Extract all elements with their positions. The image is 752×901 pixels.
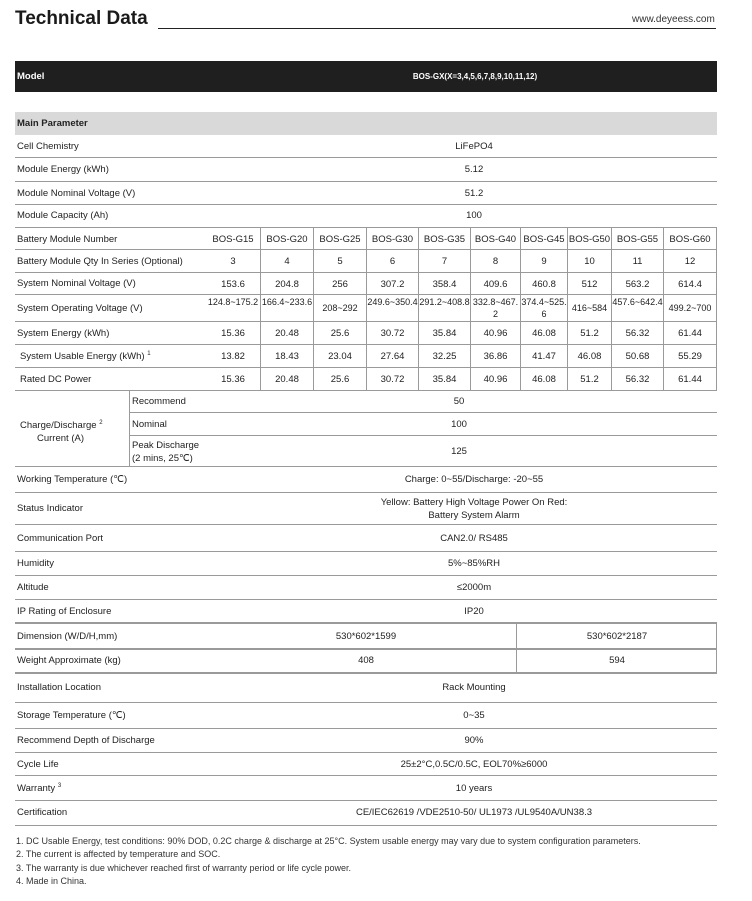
model-value-cell: BOS-G25 xyxy=(319,234,361,245)
model-value-cell: 56.32 xyxy=(625,328,650,339)
model-value-cell: 46.08 xyxy=(532,374,556,385)
model-value: BOS-GX(X=3,4,5,6,7,8,9,10,11,12) xyxy=(412,72,538,81)
table-row xyxy=(15,525,717,552)
table-row xyxy=(15,576,717,600)
model-value-cell: 36.86 xyxy=(483,351,508,362)
model-value-cell: 55.29 xyxy=(678,351,702,362)
model-label: Model xyxy=(17,71,45,82)
model-value-cell: BOS-G30 xyxy=(371,234,414,245)
model-value-cell: 4 xyxy=(284,256,290,267)
charge-discharge-label-line2: Current (A) xyxy=(37,433,84,445)
model-value-cell: 332.8~467.2 xyxy=(472,297,519,319)
model-value-cell: 18.43 xyxy=(275,351,299,362)
model-value-cell: 374.4~525.6 xyxy=(521,297,567,319)
column-divider xyxy=(418,228,419,390)
model-value-cell: 9 xyxy=(541,256,547,267)
model-value-cell: 153.6 xyxy=(221,279,245,290)
row-label-line1: Peak Discharge xyxy=(132,440,200,451)
model-value-cell: 15.36 xyxy=(221,328,245,339)
table-row xyxy=(130,413,717,436)
model-value-cell: 6 xyxy=(389,256,396,267)
column-divider xyxy=(663,228,664,390)
model-value-cell: 20.48 xyxy=(275,328,299,339)
model-value-cell: 457.6~642.4 xyxy=(612,297,663,307)
model-value-cell: 7 xyxy=(441,256,448,267)
table-row xyxy=(15,552,717,576)
row-label: Module Energy (kWh) xyxy=(17,164,109,175)
model-value-cell: 204.8 xyxy=(275,279,299,290)
row-value: Charge: 0~55/Discharge: -20~55 xyxy=(404,474,544,485)
table-row xyxy=(15,703,717,729)
row-label: Humidity xyxy=(17,558,54,569)
table-row xyxy=(15,135,717,158)
row-value: 125 xyxy=(451,446,467,457)
column-divider xyxy=(567,228,568,390)
model-value-cell: 11 xyxy=(632,256,643,267)
column-divider xyxy=(470,228,471,390)
model-value-cell: 358.4 xyxy=(432,279,457,290)
row-label: Weight Approximate (kg) xyxy=(17,655,121,666)
model-value-cell: 35.84 xyxy=(432,374,457,385)
column-divider xyxy=(366,228,367,390)
row-label: Module Capacity (Ah) xyxy=(17,210,109,221)
model-value-cell: 25.6 xyxy=(330,374,350,385)
row-value: 90% xyxy=(464,735,484,746)
charge-discharge-label xyxy=(20,417,103,445)
model-value-cell: BOS-G15 xyxy=(212,234,254,245)
table-row xyxy=(15,205,717,228)
model-value-cell: 416~584 xyxy=(571,303,608,313)
footnote-mark: 3 xyxy=(57,783,62,789)
model-value-cell: 30.72 xyxy=(380,328,405,339)
model-value-cell: 40.96 xyxy=(483,374,508,385)
footnote: 1. DC Usable Energy, test conditions: 90% DOD, 0.2C charge & discharge at 25°C. System usable energy may vary due to system configuration parameters. xyxy=(16,836,641,846)
model-value-cell: 5 xyxy=(337,256,343,267)
row-value: CE/IEC62619 /VDE2510-50/ UL1973 /UL9540A/UN38.3 xyxy=(355,807,593,818)
charge-discharge-label-line1: Charge/Discharge xyxy=(20,420,97,432)
footnote: 2. The current is affected by temperature and SOC. xyxy=(16,849,221,859)
table-row xyxy=(130,390,717,413)
page-title: Technical Data xyxy=(15,8,148,29)
model-value-cell: 124.8~175.2 xyxy=(207,297,259,307)
model-value-cell: 3 xyxy=(230,256,236,267)
row-value: 25±2°C,0.5C/0.5C, EOL70%≥6000 xyxy=(400,759,548,770)
divider xyxy=(516,624,517,673)
row-label: Altitude xyxy=(17,582,49,593)
footnote-mark: 2 xyxy=(99,420,103,426)
model-value-cell: 20.48 xyxy=(275,374,299,385)
model-value-cell: 46.08 xyxy=(532,328,556,339)
table-row xyxy=(15,650,717,674)
row-value-right: 530*602*2187 xyxy=(586,631,648,642)
model-value-cell: 166.4~233.6 xyxy=(261,297,313,307)
model-value-cell: BOS-G60 xyxy=(669,234,711,245)
model-value-cell: 13.82 xyxy=(221,351,245,362)
row-label: IP Rating of Enclosure xyxy=(17,606,112,617)
main-parameter-label: Main Parameter xyxy=(17,118,88,129)
main-parameter-header xyxy=(15,112,717,135)
row-value-left: 408 xyxy=(358,655,374,666)
table-row xyxy=(15,624,717,650)
row-value: 5.12 xyxy=(464,164,484,175)
row-label: Dimension (W/D/H,mm) xyxy=(17,631,118,642)
row-label-text: Warranty xyxy=(17,783,56,795)
row-value: 100 xyxy=(466,210,482,221)
table-row xyxy=(15,493,717,525)
table-row xyxy=(15,753,717,776)
model-value-cell: 10 xyxy=(584,256,595,267)
model-value-cell: 50.68 xyxy=(625,351,650,362)
row-label: Rated DC Power xyxy=(20,374,92,385)
model-value-cell: 291.2~408.8 xyxy=(419,297,470,307)
row-label: Working Temperature (℃) xyxy=(17,474,128,485)
model-value-cell: 256 xyxy=(332,279,348,290)
model-value-cell: 208~292 xyxy=(322,303,358,313)
column-divider xyxy=(260,228,261,390)
row-value: CAN2.0/ RS485 xyxy=(440,533,508,544)
table-row xyxy=(15,776,717,801)
row-value: 0~35 xyxy=(463,710,485,721)
row-label: Storage Temperature (℃) xyxy=(17,710,126,721)
row-label: Module Nominal Voltage (V) xyxy=(17,188,136,199)
divider xyxy=(716,624,717,673)
model-value-cell: 51.2 xyxy=(580,328,599,339)
row-label: Nominal xyxy=(132,419,167,430)
footnote: 3. The warranty is due whichever reached first of warranty period or life cycle power. xyxy=(16,863,351,873)
row-value-line1: Yellow: Battery High Voltage Power On Red: xyxy=(380,497,568,508)
row-value-line2: Battery System Alarm xyxy=(428,510,520,521)
model-value-cell: 15.36 xyxy=(221,374,245,385)
row-value: 50 xyxy=(453,396,465,407)
model-value-cell: BOS-G50 xyxy=(568,234,611,245)
row-label: Cycle Life xyxy=(17,759,59,770)
model-value-cell: BOS-G55 xyxy=(616,234,659,245)
model-value-cell: 25.6 xyxy=(330,328,350,339)
column-divider xyxy=(611,228,612,390)
model-value-cell: 61.44 xyxy=(678,374,702,385)
model-value-cell: 56.32 xyxy=(625,374,650,385)
footnote-mark: 1 xyxy=(147,351,151,357)
model-value-cell: 27.64 xyxy=(380,351,405,362)
model-value-cell: 512 xyxy=(581,279,598,290)
model-value-cell: 460.8 xyxy=(532,279,556,290)
row-value-right: 594 xyxy=(609,655,625,666)
row-label-text: System Usable Energy (kWh) xyxy=(20,351,145,363)
row-value: ≤2000m xyxy=(456,582,492,593)
model-value-cell: BOS-G20 xyxy=(266,234,308,245)
row-value: IP20 xyxy=(464,606,484,617)
row-value: 100 xyxy=(451,419,467,430)
table-row xyxy=(15,600,717,624)
row-label-line2: (2 mins, 25℃) xyxy=(132,453,193,464)
footnote: 4. Made in China. xyxy=(16,876,87,886)
model-value-cell: 46.08 xyxy=(577,351,602,362)
row-label: System Energy (kWh) xyxy=(17,328,110,339)
row-label: Battery Module Qty In Series (Optional) xyxy=(17,256,183,267)
row-label xyxy=(20,351,151,362)
model-value-cell: 563.2 xyxy=(625,279,650,290)
row-label: Recommend Depth of Discharge xyxy=(17,735,155,746)
column-divider xyxy=(313,228,314,390)
model-value-cell: 409.6 xyxy=(483,279,508,290)
row-label: Communication Port xyxy=(17,533,104,544)
row-value-left: 530*602*1599 xyxy=(335,631,397,642)
header-rule xyxy=(158,28,716,29)
table-row xyxy=(15,729,717,753)
model-value-cell: 61.44 xyxy=(678,328,702,339)
model-value-cell: BOS-G45 xyxy=(523,234,565,245)
row-label: Recommend xyxy=(132,396,186,407)
row-label: Status Indicator xyxy=(17,503,84,514)
row-label: Cell Chemistry xyxy=(17,141,79,152)
table-row xyxy=(15,674,717,703)
model-value-cell: 249.6~350.4 xyxy=(367,297,418,307)
row-label: Battery Module Number xyxy=(17,234,118,245)
model-value-cell: 32.25 xyxy=(432,351,457,362)
model-value-cell: 41.47 xyxy=(532,351,556,362)
row-label xyxy=(17,783,61,794)
model-value-cell: BOS-G40 xyxy=(474,234,517,245)
row-value: 10 years xyxy=(455,783,493,794)
model-value-cell: BOS-G35 xyxy=(423,234,466,245)
model-value-cell: 40.96 xyxy=(483,328,508,339)
table-row xyxy=(15,801,717,826)
row-label: Certification xyxy=(17,807,68,818)
model-value-cell: 614.4 xyxy=(678,279,702,290)
row-label: System Operating Voltage (V) xyxy=(17,303,143,314)
model-value-cell: 23.04 xyxy=(328,351,352,362)
model-value-cell: 8 xyxy=(492,256,499,267)
table-row xyxy=(15,182,717,205)
row-value xyxy=(215,496,733,522)
row-label: System Nominal Voltage (V) xyxy=(17,278,136,289)
table-row xyxy=(15,467,717,493)
model-value-cell: 35.84 xyxy=(432,328,457,339)
column-divider xyxy=(716,228,717,390)
row-value: 51.2 xyxy=(464,188,484,199)
table-row xyxy=(15,158,717,182)
row-value: LiFePO4 xyxy=(455,141,493,152)
model-bar xyxy=(15,61,717,92)
model-value-cell: 499.2~700 xyxy=(668,303,712,313)
model-value-cell: 51.2 xyxy=(580,374,599,385)
row-label: Installation Location xyxy=(17,682,101,693)
model-value-cell: 307.2 xyxy=(380,279,405,290)
table-row xyxy=(130,436,717,466)
row-value: 5%~85%RH xyxy=(447,558,500,569)
column-divider xyxy=(520,228,521,390)
row-value: Rack Mounting xyxy=(442,682,506,693)
row-label xyxy=(132,439,199,465)
website-url: www.deyeess.com xyxy=(632,14,715,25)
model-value-cell: 30.72 xyxy=(380,374,405,385)
model-value-cell: 12 xyxy=(684,256,696,267)
